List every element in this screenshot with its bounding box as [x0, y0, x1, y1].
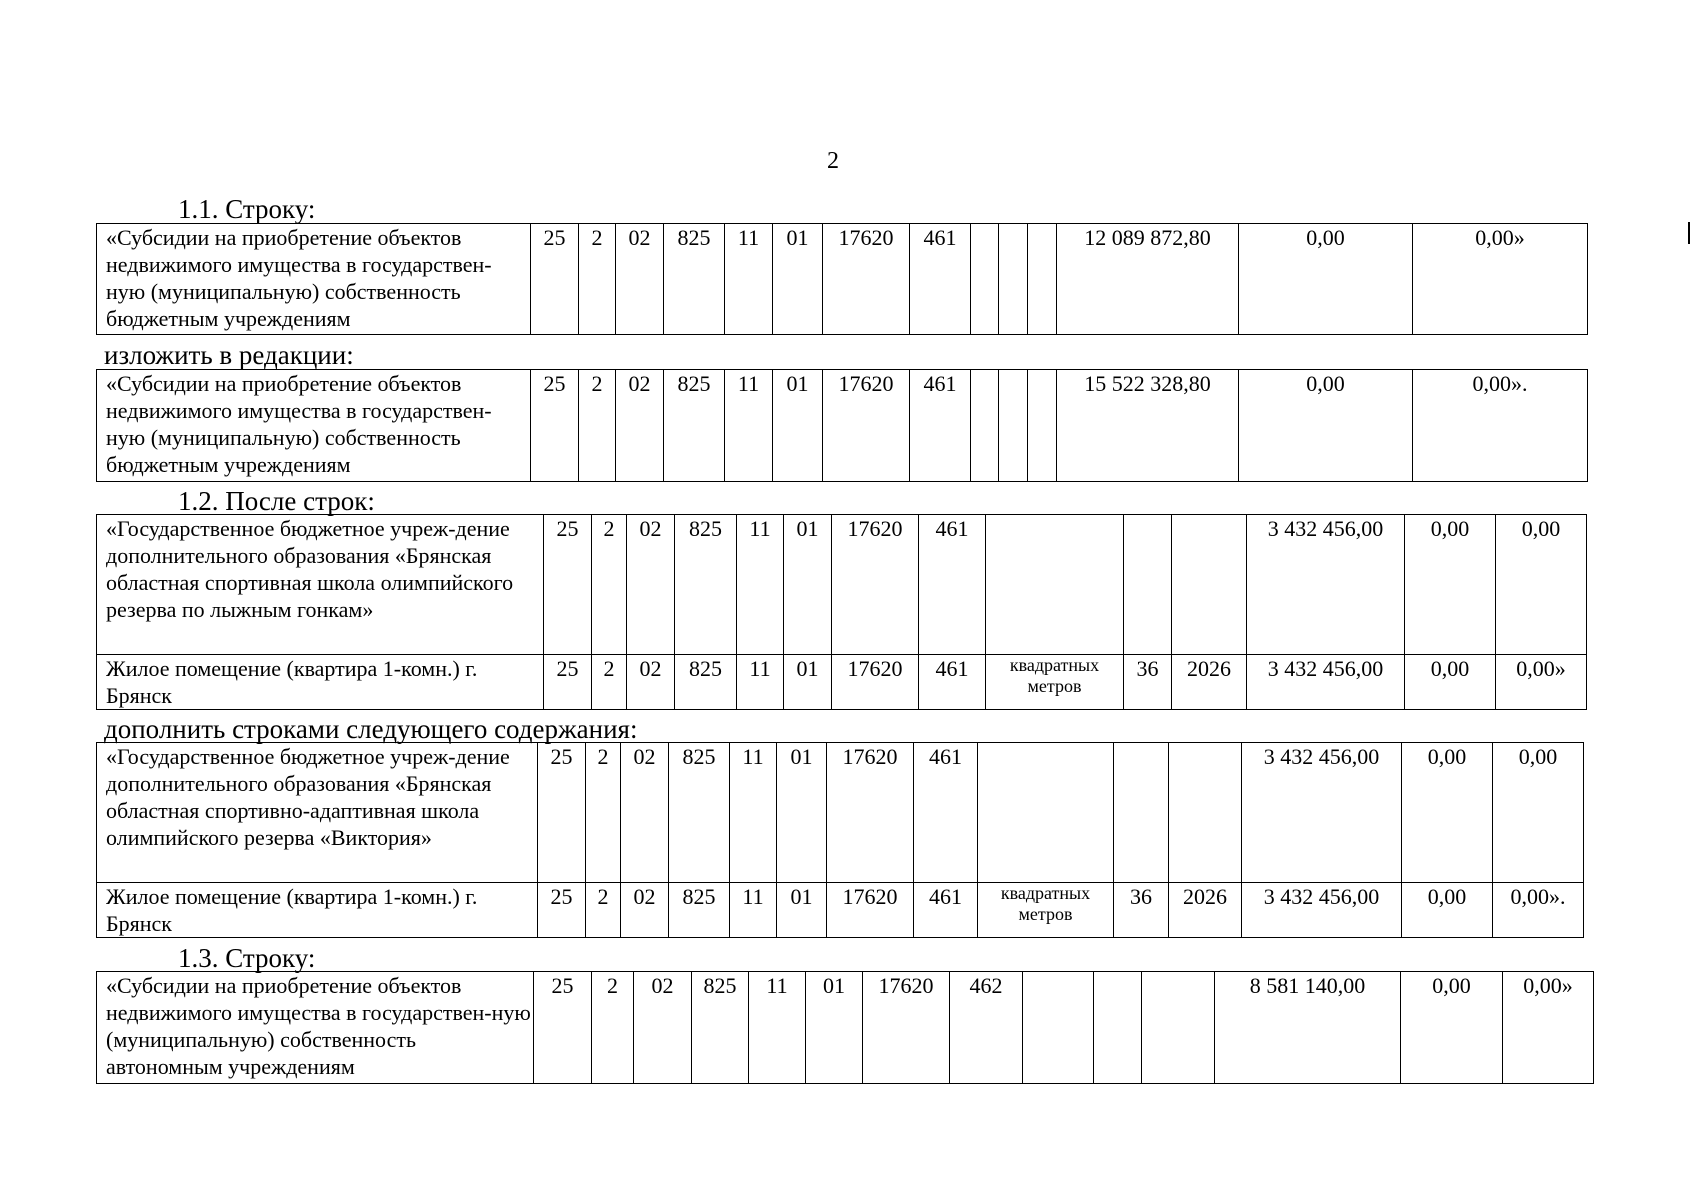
code-cell: 461 — [919, 655, 986, 710]
quantity-cell — [999, 370, 1028, 482]
code-cell: 2 — [586, 743, 621, 883]
code-cell: 17620 — [823, 370, 910, 482]
section-heading: 1.1. Строку: — [178, 194, 316, 224]
code-cell: 25 — [531, 224, 579, 335]
row-description: «Субсидии на приобретение объектов недвижимого имущества в государствен-ную (муниципальную) собственность бюджетным учреждениям — [97, 224, 531, 335]
code-cell: 17620 — [832, 655, 919, 710]
code-cell: 462 — [950, 972, 1023, 1084]
amount-cell: 0,00 — [1239, 370, 1413, 482]
year-cell: 2026 — [1169, 883, 1242, 938]
amount-cell: 0,00» — [1413, 224, 1588, 335]
code-cell: 01 — [777, 883, 827, 938]
section-heading: 1.2. После строк: — [178, 486, 375, 516]
code-cell: 825 — [664, 224, 725, 335]
amount-cell: 8 581 140,00 — [1215, 972, 1401, 1084]
code-cell: 25 — [544, 655, 592, 710]
amount-cell: 3 432 456,00 — [1247, 655, 1405, 710]
amount-cell: 0,00». — [1493, 883, 1584, 938]
code-cell: 17620 — [832, 515, 919, 655]
code-cell: 2 — [579, 224, 616, 335]
budget-table — [96, 369, 1588, 482]
code-cell: 461 — [910, 370, 971, 482]
code-cell: 2 — [586, 883, 621, 938]
amount-cell: 3 432 456,00 — [1242, 743, 1402, 883]
budget-table — [96, 223, 1588, 335]
code-cell: 11 — [737, 515, 784, 655]
code-cell: 2 — [592, 972, 634, 1084]
row-description: «Государственное бюджетное учреж-дение дополнительного образования «Брянская областная спортивно-адаптивная школа олимпийского резерва «Виктория» — [97, 743, 538, 883]
code-cell: 11 — [725, 370, 773, 482]
code-cell: 825 — [675, 655, 737, 710]
section-heading: дополнить строками следующего содержания: — [104, 714, 638, 744]
year-cell — [1028, 224, 1057, 335]
amount-cell: 12 089 872,80 — [1057, 224, 1239, 335]
amount-cell: 0,00 — [1496, 515, 1587, 655]
table-row — [97, 883, 1584, 938]
quantity-cell: 36 — [1124, 655, 1172, 710]
code-cell: 461 — [919, 515, 986, 655]
amount-cell: 0,00 — [1402, 883, 1493, 938]
unit-cell — [1023, 972, 1094, 1084]
amount-cell: 0,00» — [1496, 655, 1587, 710]
code-cell: 01 — [777, 743, 827, 883]
code-cell: 825 — [675, 515, 737, 655]
budget-table — [96, 971, 1594, 1084]
amount-cell: 0,00 — [1239, 224, 1413, 335]
row-description: «Государственное бюджетное учреж-дение дополнительного образования «Брянская областная спортивная школа олимпийского резерва по лыжным гонкам» — [97, 515, 544, 655]
unit-cell: квадратных метров — [978, 883, 1114, 938]
section-heading: изложить в редакции: — [104, 340, 354, 370]
code-cell: 825 — [664, 370, 725, 482]
unit-cell — [978, 743, 1114, 883]
amount-cell: 0,00 — [1402, 743, 1493, 883]
table-row — [97, 515, 1587, 655]
code-cell: 01 — [773, 370, 823, 482]
code-cell: 01 — [784, 515, 832, 655]
unit-cell — [971, 224, 999, 335]
year-cell — [1028, 370, 1057, 482]
code-cell: 02 — [627, 515, 675, 655]
unit-cell — [971, 370, 999, 482]
quantity-cell — [999, 224, 1028, 335]
code-cell: 01 — [773, 224, 823, 335]
code-cell: 461 — [910, 224, 971, 335]
code-cell: 25 — [544, 515, 592, 655]
quantity-cell — [1094, 972, 1142, 1084]
row-description: Жилое помещение (квартира 1-комн.) г. Брянск — [97, 655, 544, 710]
code-cell: 25 — [531, 370, 579, 482]
code-cell: 11 — [749, 972, 806, 1084]
budget-table — [96, 514, 1587, 710]
amount-cell: 0,00 — [1405, 655, 1496, 710]
code-cell: 2 — [592, 515, 627, 655]
code-cell: 825 — [692, 972, 749, 1084]
table-row — [97, 655, 1587, 710]
row-description: «Субсидии на приобретение объектов недвижимого имущества в государствен-ную (муниципальную) собственность бюджетным учреждениям — [97, 370, 531, 482]
code-cell: 02 — [616, 224, 664, 335]
code-cell: 11 — [737, 655, 784, 710]
amount-cell: 15 522 328,80 — [1057, 370, 1239, 482]
code-cell: 11 — [730, 883, 777, 938]
unit-cell: квадратных метров — [986, 655, 1124, 710]
unit-cell — [986, 515, 1124, 655]
amount-cell: 3 432 456,00 — [1242, 883, 1402, 938]
code-cell: 02 — [616, 370, 664, 482]
page-number: 2 — [827, 148, 839, 174]
code-cell: 17620 — [827, 883, 914, 938]
amount-cell: 0,00» — [1503, 972, 1594, 1084]
code-cell: 02 — [627, 655, 675, 710]
budget-table — [96, 742, 1584, 938]
table-row — [97, 370, 1588, 482]
table-row — [97, 743, 1584, 883]
table-row — [97, 224, 1588, 335]
amount-cell: 0,00». — [1413, 370, 1588, 482]
year-cell — [1169, 743, 1242, 883]
code-cell: 01 — [806, 972, 863, 1084]
code-cell: 825 — [669, 883, 730, 938]
amount-cell: 0,00 — [1493, 743, 1584, 883]
table-row — [97, 972, 1594, 1084]
code-cell: 02 — [621, 883, 669, 938]
row-description: Жилое помещение (квартира 1-комн.) г. Брянск — [97, 883, 538, 938]
code-cell: 461 — [914, 743, 978, 883]
code-cell: 25 — [538, 883, 586, 938]
code-cell: 825 — [669, 743, 730, 883]
code-cell: 25 — [538, 743, 586, 883]
code-cell: 17620 — [863, 972, 950, 1084]
code-cell: 11 — [725, 224, 773, 335]
year-cell: 2026 — [1172, 655, 1247, 710]
code-cell: 17620 — [823, 224, 910, 335]
code-cell: 02 — [634, 972, 692, 1084]
code-cell: 11 — [730, 743, 777, 883]
code-cell: 2 — [579, 370, 616, 482]
code-cell: 25 — [534, 972, 592, 1084]
quantity-cell: 36 — [1114, 883, 1169, 938]
year-cell — [1142, 972, 1215, 1084]
amount-cell: 0,00 — [1401, 972, 1503, 1084]
scan-edge-mark — [1688, 222, 1690, 244]
quantity-cell — [1124, 515, 1172, 655]
code-cell: 2 — [592, 655, 627, 710]
amount-cell: 0,00 — [1405, 515, 1496, 655]
code-cell: 02 — [621, 743, 669, 883]
row-description: «Субсидии на приобретение объектов недвижимого имущества в государствен-ную (муниципальную) собственность автономным учреждениям — [97, 972, 534, 1084]
quantity-cell — [1114, 743, 1169, 883]
code-cell: 01 — [784, 655, 832, 710]
year-cell — [1172, 515, 1247, 655]
code-cell: 17620 — [827, 743, 914, 883]
code-cell: 461 — [914, 883, 978, 938]
section-heading: 1.3. Строку: — [178, 943, 316, 973]
amount-cell: 3 432 456,00 — [1247, 515, 1405, 655]
